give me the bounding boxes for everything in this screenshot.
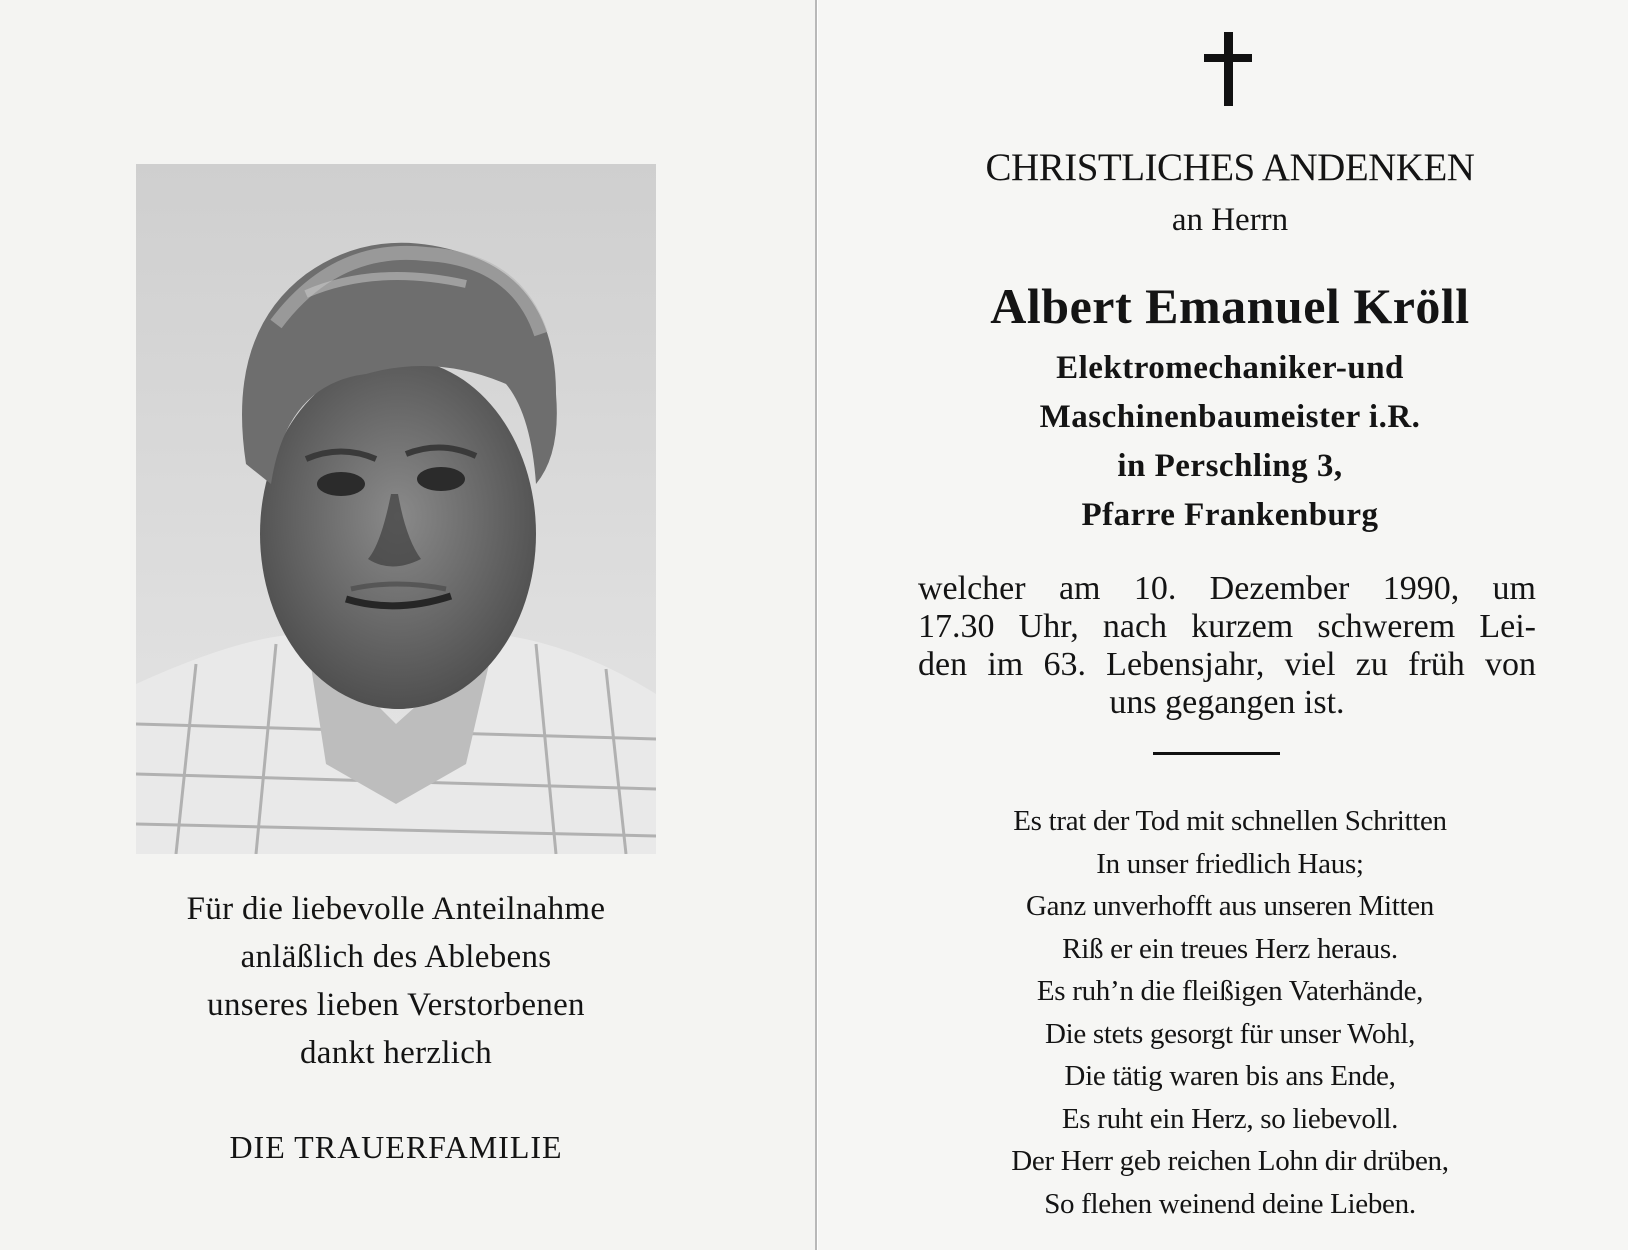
family-signature: DIE TRAUERFAMILIE xyxy=(229,1129,563,1165)
separator-rule xyxy=(1153,752,1280,755)
detail-line: in Perschling 3, xyxy=(1117,448,1343,484)
poem-line: So flehen weinend deine Lieben. xyxy=(1044,1187,1416,1220)
poem-line: Es ruht ein Herz, so liebevoll. xyxy=(1061,1102,1399,1135)
poem-line: Es trat der Tod mit schnellen Schritten xyxy=(1013,805,1447,837)
portrait-photo xyxy=(136,164,656,854)
death-notice xyxy=(918,570,1536,722)
salutation: an Herrn xyxy=(1171,202,1289,238)
poem-line: Ganz unverhofft aus unseren Mitten xyxy=(1025,890,1435,922)
portrait-illustration xyxy=(136,164,656,854)
memorial-heading: CHRISTLICHES ANDENKEN xyxy=(985,146,1475,189)
left-panel xyxy=(0,0,816,1250)
detail-line: Maschinenbaumeister i.R. xyxy=(1039,399,1421,435)
thanks-line: dankt herzlich xyxy=(299,1035,493,1071)
poem-line: Riß er ein treues Herz heraus. xyxy=(1062,932,1398,965)
death-notice-line: uns gegangen ist. xyxy=(1109,684,1345,721)
poem-line: Die stets gesorgt für unser Wohl, xyxy=(1044,1017,1416,1050)
poem-line: Die tätig waren bis ans Ende, xyxy=(1064,1060,1396,1092)
thanks-line: Für die liebevolle Anteilnahme xyxy=(186,891,606,927)
deceased-name: Albert Emanuel Kröll xyxy=(990,278,1470,334)
poem xyxy=(900,800,1560,1225)
card-fold-divider xyxy=(815,0,817,1250)
poem-line: Der Herr geb reichen Lohn dir drüben, xyxy=(1011,1145,1449,1177)
death-notice-line: den im 63. Lebensjahr, viel zu früh von xyxy=(918,646,1536,683)
cross-icon xyxy=(1204,32,1252,106)
death-notice-line: welcher am 10. Dezember 1990, um xyxy=(918,570,1536,607)
detail-line: Pfarre Frankenburg xyxy=(1081,497,1379,533)
deceased-details xyxy=(900,344,1560,540)
poem-line: Es ruh’n die fleißigen Vaterhände, xyxy=(1036,975,1424,1007)
thanks-text xyxy=(96,885,696,1077)
death-notice-line: 17.30 Uhr, nach kurzem schwerem Lei- xyxy=(918,608,1536,645)
bottom-margin xyxy=(0,1250,1628,1258)
thanks-line: anläßlich des Ablebens xyxy=(240,939,552,975)
thanks-line: unseres lieben Verstorbenen xyxy=(207,987,585,1023)
detail-line: Elektromechaniker-und xyxy=(1056,350,1404,386)
poem-line: In unser friedlich Haus; xyxy=(1096,847,1364,880)
